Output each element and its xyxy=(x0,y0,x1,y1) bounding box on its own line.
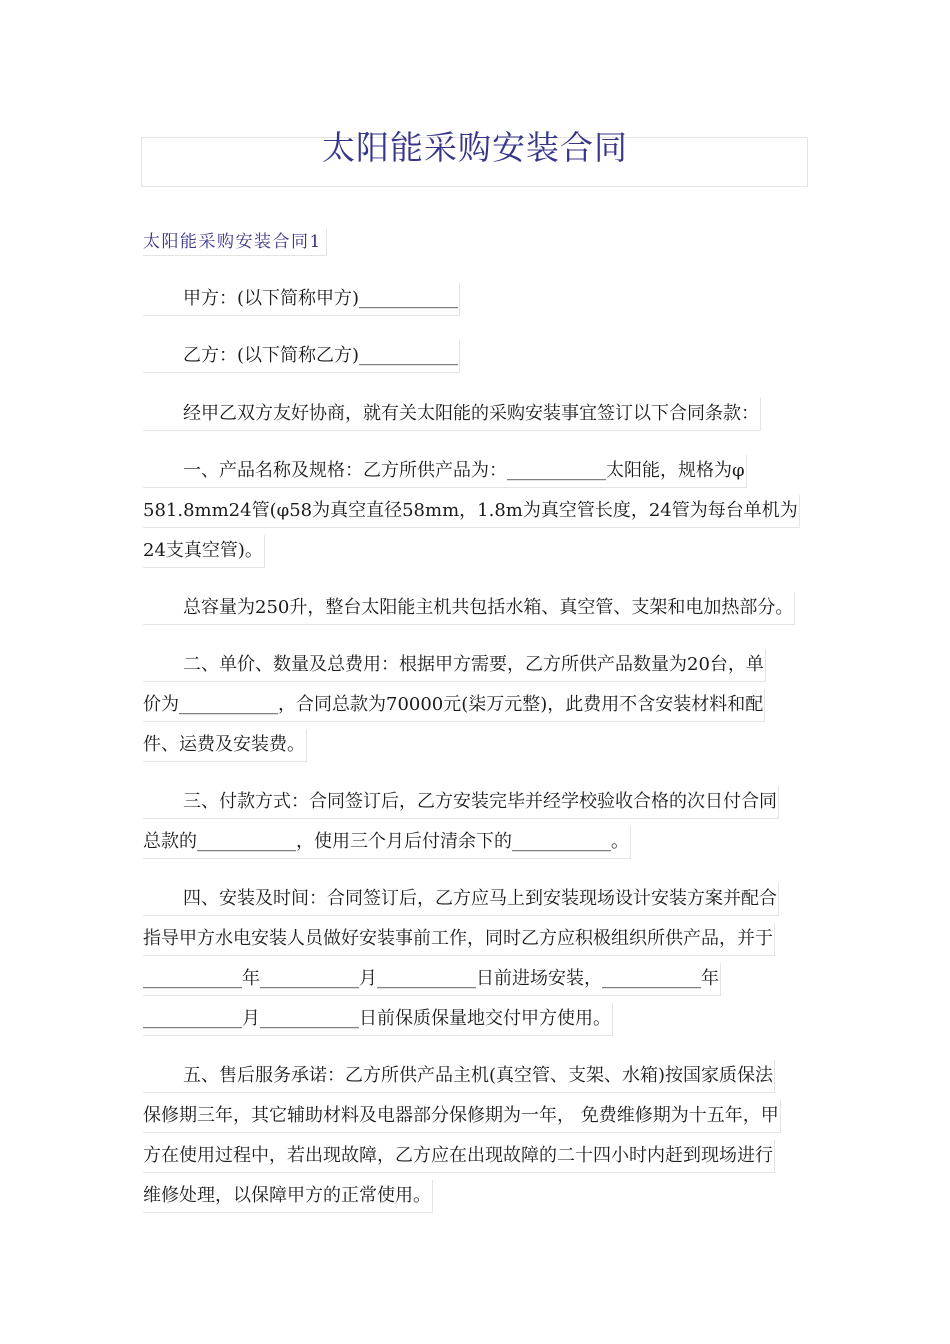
clause-5-line-4: 维修处理，以保障甲方的正常使用。 xyxy=(143,1180,433,1213)
clause-3-paragraph xyxy=(143,784,808,864)
clause-2-paragraph xyxy=(143,647,808,767)
document-title: 太阳能采购安装合同 xyxy=(322,128,628,167)
clause-1-line-1: 一、产品名称及规格：乙方所供产品为：___________太阳能，规格为φ xyxy=(143,455,747,488)
capacity-text: 总容量为250升，整台太阳能主机共包括水箱、真空管、支架和电加热部分。 xyxy=(143,592,795,625)
clause-2-line-2: 价为___________，合同总款为70000元(柒万元整)，此费用不含安装材料和配 xyxy=(143,689,765,722)
clause-4-line-3: ___________年___________月___________日前进场安装，___________年 xyxy=(143,963,721,996)
clause-5-line-1: 五、售后服务承诺：乙方所供产品主机(真空管、支架、水箱)按国家质保法 xyxy=(143,1060,775,1093)
intro-text: 经甲乙双方友好协商，就有关太阳能的采购安装事宜签订以下合同条款： xyxy=(143,398,761,431)
clause-1-line-2: 581.8mm24管(φ58为真空直径58mm，1.8m为真空管长度，24管为每台单机为 xyxy=(143,495,800,528)
party-b-paragraph xyxy=(143,338,808,378)
clause-5-line-2: 保修期三年，其它辅助材料及电器部分保修期为一年， 免费维修期为十五年，甲 xyxy=(143,1100,781,1133)
party-b-text: 乙方：(以下简称乙方)___________ xyxy=(143,340,460,373)
clause-4-paragraph xyxy=(143,881,808,1041)
clause-4-line-2: 指导甲方水电安装人员做好安装事前工作，同时乙方应积极组织所供产品，并于 xyxy=(143,923,775,956)
clause-3-line-1: 三、付款方式：合同签订后，乙方安装完毕并经学校验收合格的次日付合同 xyxy=(143,786,779,819)
clause-5-line-3: 方在使用过程中，若出现故障，乙方应在出现故障的二十四小时内赶到现场进行 xyxy=(143,1140,775,1173)
clause-1-paragraph xyxy=(143,453,808,573)
clause-2-line-3: 件、运费及安装费。 xyxy=(143,729,307,762)
clause-3-line-2: 总款的___________，使用三个月后付清余下的___________。 xyxy=(143,826,631,859)
intro-paragraph xyxy=(143,396,808,436)
document-subtitle: 太阳能采购安装合同1 xyxy=(143,229,327,256)
clause-4-line-1: 四、安装及时间：合同签订后，乙方应马上到安装现场设计安装方案并配合 xyxy=(143,883,779,916)
clause-1-line-3: 24支真空管)。 xyxy=(143,535,265,568)
clause-4-line-4: ___________月___________日前保质保量地交付甲方使用。 xyxy=(143,1003,613,1036)
clause-2-line-1: 二、单价、数量及总费用：根据甲方需要，乙方所供产品数量为20台，单 xyxy=(143,649,766,682)
party-a-paragraph xyxy=(143,281,808,321)
party-a-text: 甲方：(以下简称甲方)___________ xyxy=(143,283,460,316)
clause-5-paragraph xyxy=(143,1058,808,1218)
capacity-paragraph xyxy=(143,590,808,630)
